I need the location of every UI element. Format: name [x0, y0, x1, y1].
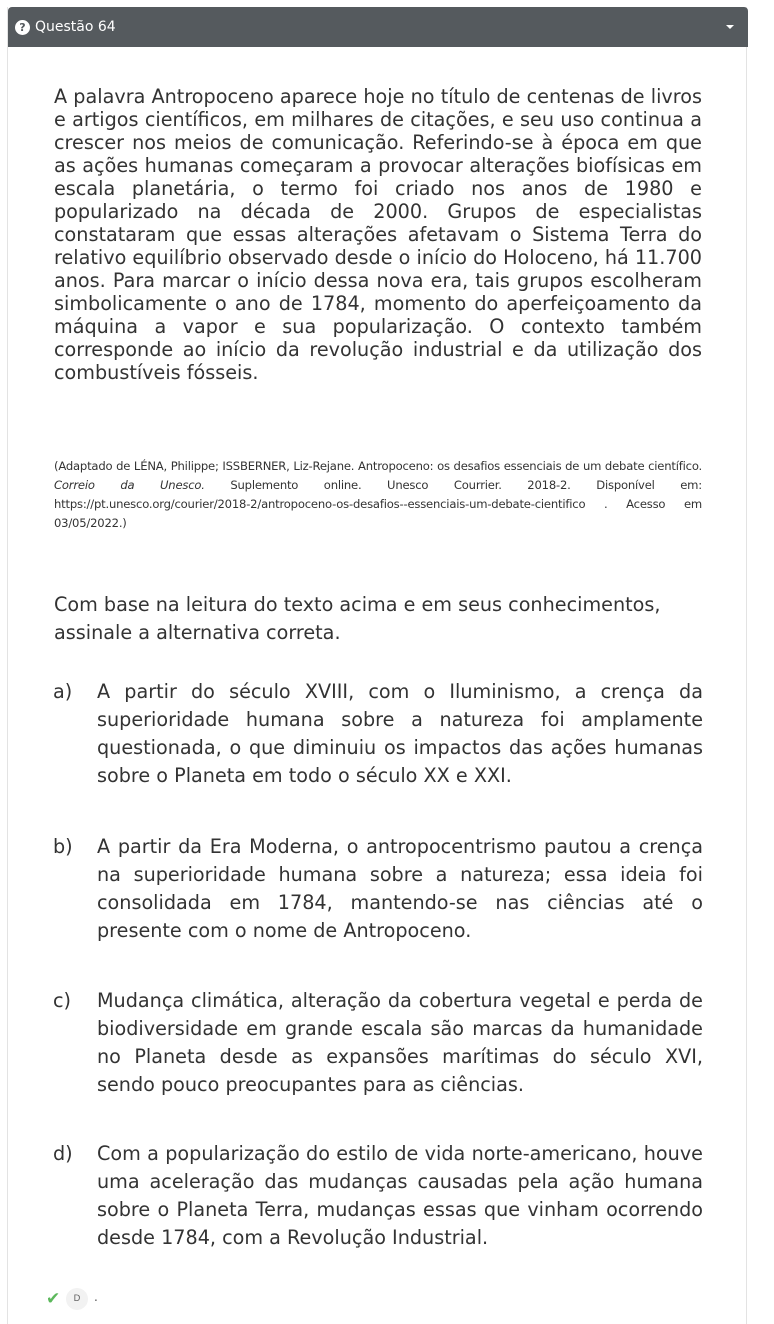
caret-down-icon[interactable] [726, 25, 734, 29]
source-text-after: Suplemento online. Unesco Courrier. 2018-2. Disponível em: https://pt.unesco.org/courier/2018-2/antropoceno-os-desafios--essenciais-um-debate-cientifico . Acesso em 03/05/2022.) [54, 478, 702, 530]
option-text: A partir da Era Moderna, o antropocentrismo pautou a crença na superioridade humana sobre a natureza; essa ideia foi consolidada em 1784, mantendo-se nas ciências até o presente com o nome de Antropoceno. [97, 835, 703, 942]
option-a[interactable] [53, 678, 703, 790]
question-title: Questão 64 [35, 19, 116, 35]
source-journal: Correio da Unesco. [54, 478, 205, 492]
option-text: A partir do século XVIII, com o Iluminismo, a crença da superioridade humana sobre a natureza foi amplamente questionada, o que diminuiu os impactos das ações humanas sobre o Planeta em todo o século XX e XXI. [97, 680, 703, 787]
checkmark-icon: ✔ [46, 1289, 61, 1309]
option-c[interactable] [53, 987, 703, 1099]
answer-badge: D [66, 1288, 88, 1310]
source-citation [54, 457, 702, 533]
option-letter: c) [53, 989, 72, 1012]
option-b[interactable] [53, 833, 703, 945]
option-letter: a) [53, 680, 73, 703]
option-d[interactable] [53, 1140, 703, 1252]
question-prompt: Com base na leitura do texto acima e em seus conhecimentos, assinale a alternativa correta. [54, 593, 661, 644]
option-text: Mudança climática, alteração da cobertura vegetal e perda de biodiversidade em grande escala são marcas da humanidade no Planeta desde as expansões marítimas do século XVI, sendo pouco preocupantes para as ciências. [97, 989, 703, 1096]
option-letter: b) [53, 835, 73, 858]
source-text-before: (Adaptado de LÉNA, Philippe; ISSBERNER, Liz-Rejane. Antropoceno: os desafios essenciais de um debate científico. [54, 459, 702, 473]
option-letter: d) [53, 1142, 73, 1165]
question-circle-icon: ? [15, 20, 30, 35]
passage-text: A palavra Antropoceno aparece hoje no título de centenas de livros e artigos científicos, em milhares de citações, e seu uso continua a crescer nos meios de comunicação. Referindo-se à época em que as ações humanas começaram a provocar alterações biofísicas em escala planetária, o termo foi criado nos anos de 1980 e popularizado na década de 2000. Grupos de especialistas constataram que essas alterações afetavam o Sistema Terra do relativo equilíbrio observado desde o início do Holoceno, há 11.700 anos. Para marcar o início dessa nova era, tais grupos escolheram simbolicamente o ano de 1784, momento do aperfeiçoamento da máquina a vapor e sua popularização. O contexto também corresponde ao início da revolução industrial e da utilização dos combustíveis fósseis. [54, 85, 702, 384]
answer-suffix: . [94, 1290, 98, 1304]
answer-result [46, 1286, 126, 1312]
question-header[interactable] [8, 7, 748, 47]
option-text: Com a popularização do estilo de vida norte-americano, houve uma aceleração das mudanças causadas pela ação humana sobre o Planeta Terra, mudanças essas que vinham ocorrendo desde 1784, com a Revolução Industrial. [97, 1142, 703, 1249]
